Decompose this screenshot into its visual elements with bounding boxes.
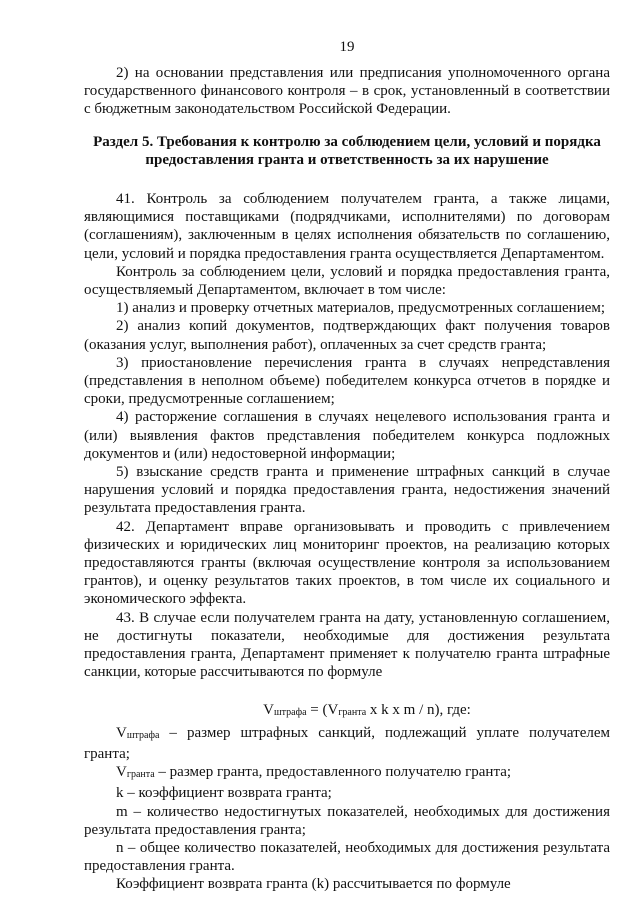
def-v-grant-text: – размер гранта, предоставленного получателю гранта; (154, 764, 512, 781)
formula-v-symbol: V (263, 701, 274, 718)
def-v-symbol: V (116, 724, 127, 741)
formula-grant-subscript: гранта (338, 706, 367, 718)
paragraph-coefficient: Коэффициент возврата гранта (k) рассчитывается по формуле (116, 876, 511, 893)
def-v-grant-subscript: гранта (126, 769, 155, 781)
penalty-formula (84, 701, 610, 722)
list-item-1: 1) анализ и проверку отчетных материалов, предусмотренных соглашением; (116, 300, 606, 317)
definition-v-penalty (84, 724, 610, 763)
definition-k: k – коэффициент возврата гранта; (116, 785, 332, 802)
def-v-penalty-subscript: штрафа (126, 729, 160, 741)
paragraph-42: 42. Департамент вправе организовывать и проводить с привлечением физических и юридических лиц мониторинг проектов, на реализацию которых предоставляются гранты (включая осуществление контроля за использованием грантов), и оценку результатов таких проектов, в том числе их социального и экономического эффекта. (84, 518, 610, 608)
list-item-2: 2) анализ копий документов, подтверждающих факт получения товаров (оказания услуг, выполнения работ), оплаченных за счет средств гранта; (84, 318, 610, 353)
definition-v-grant (84, 763, 610, 784)
page-number: 19 (339, 39, 355, 55)
formula-penalty-subscript: штрафа (273, 706, 307, 718)
formula-rest: x k x m / n), где: (366, 701, 471, 718)
list-item-4: 4) расторжение соглашения в случаях нецелевого использования гранта и (или) выявления фактов представления победителем конкурса подложных документов и (или) недостоверной информации; (84, 409, 610, 462)
paragraph-41: 41. Контроль за соблюдением получателем гранта, а также лицами, являющимися поставщиками (подрядчиками, исполнителями) по договорам (соглашениям), заключенным в целях исполнения обязательств по соглашению, цели, условий и порядка предоставления гранта осуществляется Департаментом. (84, 191, 610, 262)
paragraph-41-control-scope: Контроль за соблюдением цели, условий и порядка предоставления гранта, осуществляемый Департаментом, включает в том числе: (84, 263, 610, 299)
paragraph-intro: 2) на основании представления или предписания уполномоченного органа государственного финансового контроля – в срок, установленный в соответствии с бюджетным законодательством Российской Федерации. (84, 65, 610, 118)
paragraph-43: 43. В случае если получателем гранта на дату, установленную соглашением, не достигнуты показатели, необходимые для достижения результата предоставления гранта, Департамент применяет к получателю гранта штрафные санкции, которые рассчитываются по формуле (84, 609, 610, 681)
section-heading: Раздел 5. Требования к контролю за соблюдением цели, условий и порядка предоставления гранта и ответственность за их нарушение (93, 133, 601, 168)
def-v-grant-symbol: V (116, 764, 127, 781)
definition-m: m – количество недостигнутых показателей, необходимых для достижения результата предоставления гранта; (84, 803, 610, 838)
list-item-5: 5) взыскание средств гранта и применение штрафных санкций в случае нарушения условий и порядка предоставления гранта, недостижения значений результата предоставления гранта. (84, 464, 610, 517)
definition-n: n – общее количество показателей, необходимых для достижения результата предоставления гранта. (84, 839, 610, 875)
list-item-3: 3) приостановление перечисления гранта в случаях непредставления (представления в неполном объеме) победителем конкурса отчетов в порядке и сроки, предусмотренные соглашением; (84, 354, 610, 408)
formula-equals: = (V (306, 701, 339, 718)
def-v-penalty-text: – размер штрафных санкций, подлежащий уплате получателем гранта; (84, 724, 610, 762)
